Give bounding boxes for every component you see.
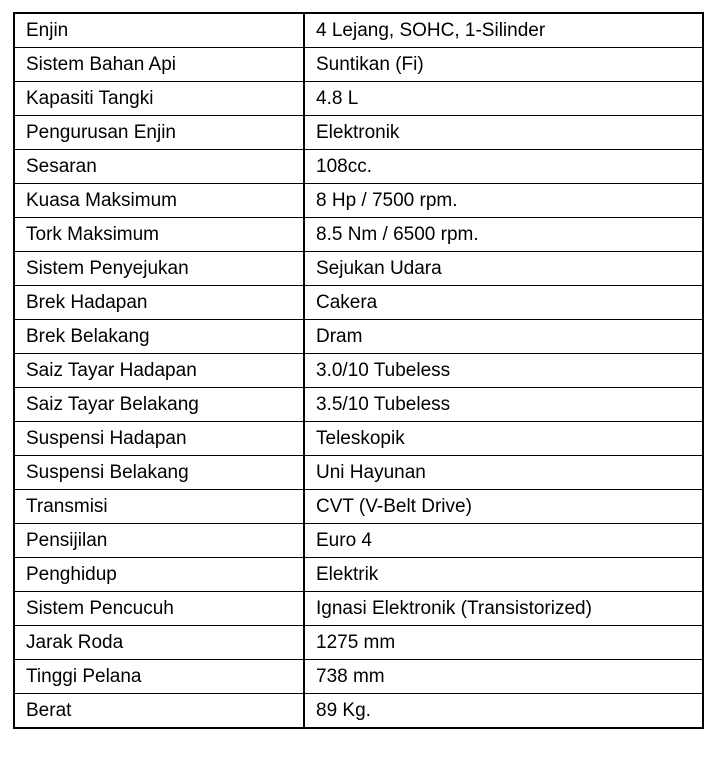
spec-value-cell: Suntikan (Fi) <box>304 48 703 82</box>
table-row <box>14 13 703 48</box>
table-row <box>14 558 703 592</box>
spec-label-cell: Sistem Bahan Api <box>14 48 304 82</box>
spec-label-cell: Suspensi Hadapan <box>14 422 304 456</box>
spec-value-cell: Teleskopik <box>304 422 703 456</box>
table-row <box>14 354 703 388</box>
table-row <box>14 660 703 694</box>
spec-value-cell: Cakera <box>304 286 703 320</box>
spec-value-cell: 8.5 Nm / 6500 rpm. <box>304 218 703 252</box>
table-row <box>14 592 703 626</box>
table-row <box>14 320 703 354</box>
spec-value-cell: 1275 mm <box>304 626 703 660</box>
spec-label-cell: Suspensi Belakang <box>14 456 304 490</box>
spec-label-cell: Pensijilan <box>14 524 304 558</box>
spec-label-cell: Sistem Penyejukan <box>14 252 304 286</box>
spec-value-cell: 4 Lejang, SOHC, 1-Silinder <box>304 13 703 48</box>
spec-value-cell: 89 Kg. <box>304 694 703 729</box>
spec-value-cell: Elektrik <box>304 558 703 592</box>
spec-value-cell: 738 mm <box>304 660 703 694</box>
spec-value-cell: Dram <box>304 320 703 354</box>
table-row <box>14 626 703 660</box>
table-row <box>14 456 703 490</box>
spec-label-cell: Saiz Tayar Belakang <box>14 388 304 422</box>
spec-value-cell: 4.8 L <box>304 82 703 116</box>
spec-value-cell: 8 Hp / 7500 rpm. <box>304 184 703 218</box>
spec-label-cell: Tinggi Pelana <box>14 660 304 694</box>
table-row <box>14 388 703 422</box>
spec-value-cell: Sejukan Udara <box>304 252 703 286</box>
spec-value-cell: 3.5/10 Tubeless <box>304 388 703 422</box>
spec-value-cell: CVT (V-Belt Drive) <box>304 490 703 524</box>
spec-table-body <box>14 13 703 728</box>
spec-label-cell: Transmisi <box>14 490 304 524</box>
table-row <box>14 490 703 524</box>
spec-label-cell: Kapasiti Tangki <box>14 82 304 116</box>
spec-label-cell: Jarak Roda <box>14 626 304 660</box>
spec-value-cell: 3.0/10 Tubeless <box>304 354 703 388</box>
spec-value-cell: Euro 4 <box>304 524 703 558</box>
spec-label-cell: Kuasa Maksimum <box>14 184 304 218</box>
table-row <box>14 184 703 218</box>
table-row <box>14 252 703 286</box>
spec-label-cell: Tork Maksimum <box>14 218 304 252</box>
spec-value-cell: Uni Hayunan <box>304 456 703 490</box>
table-row <box>14 422 703 456</box>
table-row <box>14 218 703 252</box>
table-row <box>14 694 703 729</box>
spec-label-cell: Pengurusan Enjin <box>14 116 304 150</box>
spec-table <box>13 12 704 729</box>
spec-label-cell: Saiz Tayar Hadapan <box>14 354 304 388</box>
spec-label-cell: Sistem Pencucuh <box>14 592 304 626</box>
table-row <box>14 286 703 320</box>
table-row <box>14 116 703 150</box>
spec-value-cell: Ignasi Elektronik (Transistorized) <box>304 592 703 626</box>
table-row <box>14 48 703 82</box>
spec-label-cell: Enjin <box>14 13 304 48</box>
spec-label-cell: Berat <box>14 694 304 729</box>
spec-value-cell: Elektronik <box>304 116 703 150</box>
spec-label-cell: Brek Hadapan <box>14 286 304 320</box>
table-row <box>14 150 703 184</box>
spec-value-cell: 108cc. <box>304 150 703 184</box>
table-row <box>14 82 703 116</box>
spec-label-cell: Brek Belakang <box>14 320 304 354</box>
spec-label-cell: Penghidup <box>14 558 304 592</box>
table-row <box>14 524 703 558</box>
spec-label-cell: Sesaran <box>14 150 304 184</box>
